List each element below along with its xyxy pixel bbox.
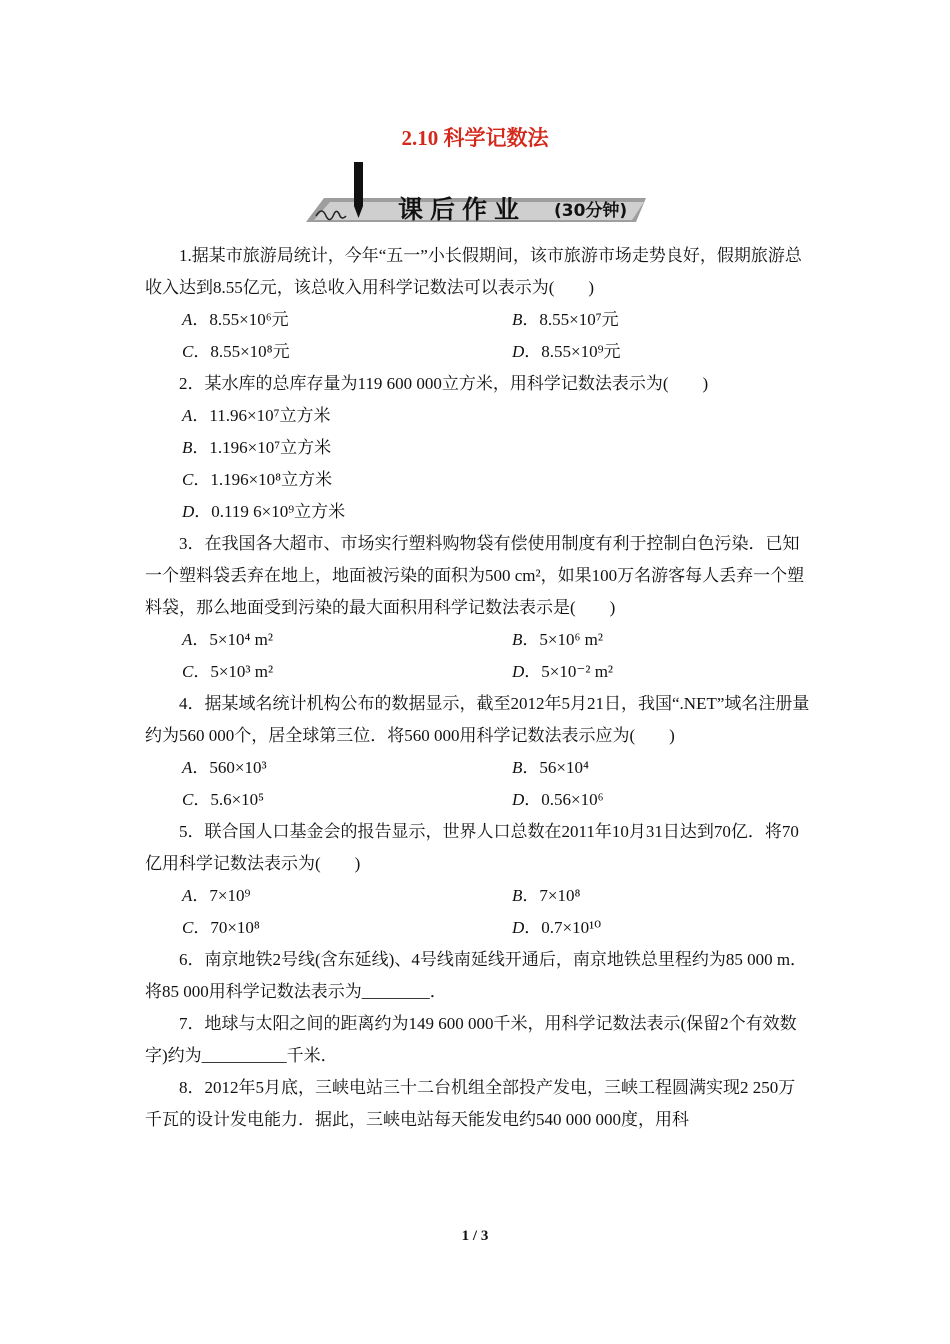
question-2: 2．某水库的总库存量为119 600 000立方米，用科学记数法表示为( ) [179, 374, 709, 393]
options-row [145, 656, 810, 688]
options-row [145, 304, 810, 336]
exercise-content [145, 240, 810, 1136]
option-d: D．0.7×10¹⁰ [512, 918, 602, 937]
options-row [145, 880, 810, 912]
option-c: C．70×10⁸ [182, 918, 260, 937]
option-b: B．7×10⁸ [512, 886, 581, 905]
question-4: 4．据某域名统计机构公布的数据显示，截至2012年5月21日，我国“.NET”域名注册量约为560 000个，居全球第三位．将560 000用科学记数法表示应为( ) [145, 694, 810, 745]
option-b: B．8.55×10⁷元 [512, 310, 619, 329]
question-3: 3．在我国各大超市、市场实行塑料购物袋有偿使用制度有利于控制白色污染．已知一个塑料袋丢弃在地上，地面被污染的面积为500 cm²，如果100万名游客每人丢弃一个塑料袋，那么地面受到污染的最大面积用科学记数法表示是( ) [145, 534, 805, 617]
options-row [145, 912, 810, 944]
option-b: B．5×10⁶ m² [512, 630, 603, 649]
option-d: D．0.56×10⁶ [512, 790, 604, 809]
options-row [145, 336, 810, 368]
page-number: 1 / 3 [461, 1228, 489, 1244]
question-1: 1.据某市旅游局统计，今年“五一”小长假期间，该市旅游市场走势良好，假期旅游总收入达到8.55亿元，该总收入用科学记数法可以表示为( ) [145, 246, 802, 297]
option-d: D．0.119 6×10⁹立方米 [182, 502, 346, 521]
option-b: B．56×10⁴ [512, 758, 589, 777]
option-c: C．1.196×10⁸立方米 [182, 470, 333, 489]
option-d: D．8.55×10⁹元 [512, 342, 621, 361]
options-row [145, 752, 810, 784]
page-title: 2.10 科学记数法 [401, 126, 549, 150]
options-row [145, 624, 810, 656]
options-row [145, 784, 810, 816]
option-c: C．5.6×10⁵ [182, 790, 265, 809]
option-a: A．5×10⁴ m² [182, 630, 273, 649]
question-6: 6．南京地铁2号线(含东延线)、4号线南延线开通后，南京地铁总里程约为85 000 m．将85 000用科学记数法表示为________． [145, 950, 808, 1001]
option-c: C．8.55×10⁸元 [182, 342, 290, 361]
option-c: C．5×10³ m² [182, 662, 274, 681]
banner-title: 课后作业 [398, 195, 527, 224]
pen-icon [354, 162, 363, 206]
option-a: A．8.55×10⁶元 [182, 310, 289, 329]
banner-duration: (30分钟) [554, 201, 628, 221]
option-a: A．7×10⁹ [182, 886, 251, 905]
option-d: D．5×10⁻² m² [512, 662, 614, 681]
option-b: B．1.196×10⁷立方米 [182, 438, 332, 457]
question-5: 5．联合国人口基金会的报告显示，世界人口总数在2011年10月31日达到70亿．将70亿用科学记数法表示为( ) [145, 822, 799, 873]
option-a: A．560×10³ [182, 758, 267, 777]
option-a: A．11.96×10⁷立方米 [182, 406, 331, 425]
question-7: 7．地球与太阳之间的距离约为149 600 000千米，用科学记数法表示(保留2个有效数字)约为__________千米． [145, 1014, 797, 1065]
question-8: 8．2012年5月底，三峡电站三十二台机组全部投产发电，三峡工程圆满实现2 250万千瓦的设计发电能力．据此，三峡电站每天能发电约540 000 000度，用科 [145, 1078, 796, 1129]
